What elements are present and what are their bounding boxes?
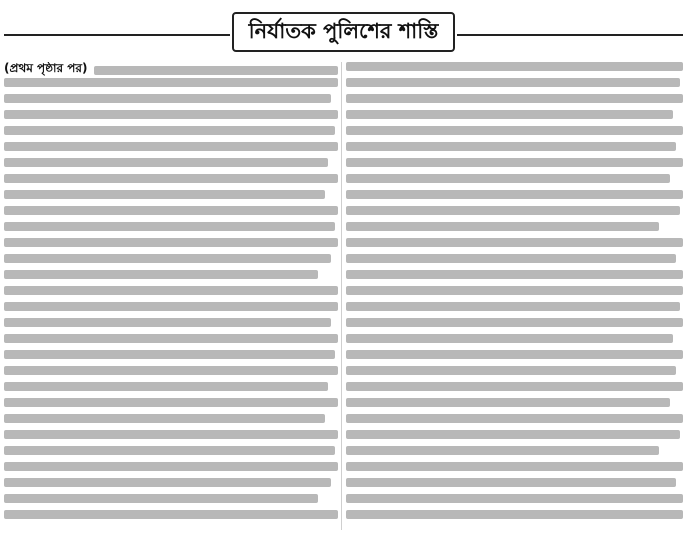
text-line-placeholder	[346, 174, 670, 183]
headline-rule-left	[4, 34, 230, 36]
text-line-placeholder	[4, 158, 328, 167]
text-line-placeholder	[4, 414, 325, 423]
text-line-placeholder	[4, 350, 335, 359]
text-line-placeholder	[4, 398, 338, 407]
text-line-placeholder	[4, 446, 335, 455]
text-line-placeholder	[346, 430, 680, 439]
text-line-placeholder	[4, 462, 338, 471]
text-line-placeholder	[346, 350, 683, 359]
text-line-placeholder	[346, 94, 683, 103]
headline-banner	[0, 0, 687, 56]
text-line-placeholder	[4, 334, 338, 343]
text-line-placeholder	[4, 94, 331, 103]
text-line-placeholder	[4, 366, 338, 375]
headline-rule-right	[457, 34, 683, 36]
text-line-placeholder	[4, 270, 318, 279]
text-line-placeholder	[346, 318, 683, 327]
text-line-placeholder	[346, 158, 683, 167]
text-line-placeholder	[94, 66, 338, 75]
text-line-placeholder	[346, 366, 676, 375]
text-line-placeholder	[4, 478, 331, 487]
text-line-placeholder	[346, 270, 683, 279]
text-line-placeholder	[4, 318, 331, 327]
headline-title: নির্যাতক পুলিশের শাস্তি	[248, 18, 439, 43]
text-line-placeholder	[346, 462, 683, 471]
text-line-placeholder	[4, 510, 338, 519]
text-line-placeholder	[4, 254, 331, 263]
text-line-placeholder	[4, 142, 338, 151]
text-line-placeholder	[346, 126, 683, 135]
text-line-placeholder	[4, 494, 318, 503]
text-line-placeholder	[346, 62, 683, 71]
lead-in-line	[4, 62, 338, 78]
text-line-placeholder	[4, 302, 338, 311]
headline-box	[232, 12, 455, 52]
text-line-placeholder	[346, 414, 683, 423]
column-divider	[341, 62, 342, 530]
text-line-placeholder	[4, 190, 325, 199]
text-line-placeholder	[346, 398, 670, 407]
text-line-placeholder	[4, 286, 338, 295]
text-line-placeholder	[4, 222, 335, 231]
text-line-placeholder	[346, 302, 680, 311]
text-line-placeholder	[346, 190, 683, 199]
text-line-placeholder	[346, 334, 673, 343]
text-line-placeholder	[346, 110, 673, 119]
text-line-placeholder	[4, 206, 338, 215]
article-column-right	[346, 62, 683, 530]
text-line-placeholder	[346, 78, 680, 87]
text-line-placeholder	[4, 238, 338, 247]
text-line-placeholder	[346, 222, 659, 231]
text-line-placeholder	[346, 206, 680, 215]
lead-in-label: (প্রথম পৃষ্ঠার পর)	[4, 62, 88, 75]
text-line-placeholder	[4, 430, 338, 439]
text-line-placeholder	[346, 286, 683, 295]
text-line-placeholder	[346, 382, 683, 391]
article-column-left	[4, 62, 338, 530]
text-line-placeholder	[4, 110, 338, 119]
text-line-placeholder	[4, 382, 328, 391]
text-line-placeholder	[4, 174, 338, 183]
text-line-placeholder	[346, 238, 683, 247]
text-line-placeholder	[346, 142, 676, 151]
text-line-placeholder	[346, 510, 683, 519]
text-line-placeholder	[346, 254, 676, 263]
text-line-placeholder	[346, 478, 676, 487]
text-line-placeholder	[346, 446, 659, 455]
text-line-placeholder	[4, 126, 335, 135]
text-line-placeholder	[346, 494, 683, 503]
